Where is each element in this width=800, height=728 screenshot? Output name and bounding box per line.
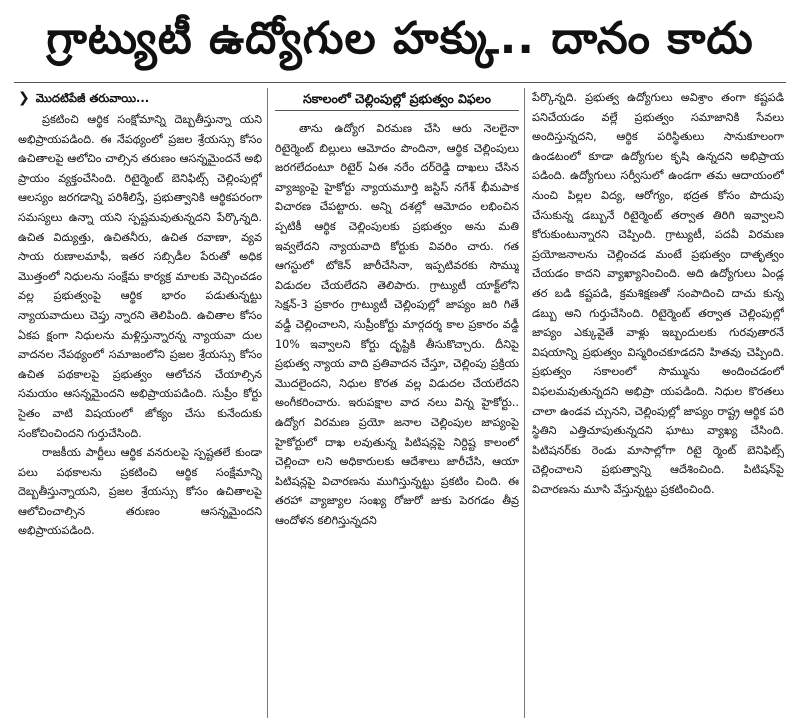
article-column-3 (532, 88, 784, 720)
column-divider (524, 88, 525, 718)
paragraph: పేర్కొన్నది. ప్రభుత్వ ఉద్యోగులు అవిశ్రాం తంగా కష్టపడి పనిచేయడం వల్లే ప్రభుత్వం సమాజానికి సేవలు అందిస్తున్నదని, ఆర్థిక పరిస్థితులు సానుకూలంగా ఉండటంలో కూడా ఉద్యోగుల కృషి ఉన్నదని అభిప్రాయ పడింది. ఉద్యోగులు సర్వీసులో ఉండగా తమ ఆదాయంలో నుంచి పిల్లల విద్య, ఆరోగ్యం, భద్రత కోసం పొదుపు చేసుకున్న డబ్బునే రిటైర్మెంట్ తర్వాత తిరిగి ఇవ్వాలని కోరుకుంటున్నారని చెప్పింది. గ్రాట్యుటీ, పదవీ విరమణ ప్రయోజనాలను చెల్లించడ మంటే ప్రభుత్వం దాతృత్వం చేయడం కాదని వ్యాఖ్యానించింది. అది ఉద్యోగులు ఏండ్ల తర బడి కష్టపడి, క్రమశిక్షణతో సంపాదించి దాచు కున్న డబ్బు అని గుర్తుచేసింది. రిటైర్మెంట్ తర్వాత చెల్లింపుల్లో జాప్యం ఎక్కువైతే వాళ్లు ఇబ్బందులకు గురవుతారనే విషయాన్ని ప్రభుత్వం విస్మరించకూడదని హితవు చెప్పింది. ప్రభుత్వం సకాలంలో సొమ్మును అందించడంలో విఫలమవుతున్నదని అభిప్రా యపడింది. నిధుల కొరతలు చాలా ఉండవ చ్చునని, చెల్లింపుల్లో జాప్యం రాష్ట్ర ఆర్థిక పరి స్థితిని ఎత్తిచూపుతున్నదని ఘాటు వ్యాఖ్య చేసింది. పిటిషనర్‌కు రెండు మాసాల్లోగా రిటై ర్మెంట్ బెనిఫిట్స్ చెల్లించాలని ప్రభుత్వాన్ని ఆదేశించింది. పిటిషన్‌పై విచారణను మూసి వేస్తున్నట్టు ప్రకటించింది. (532, 91, 784, 496)
paragraph: రాజకీయ పార్టీలు ఆర్థిక వనరులపై స్పష్టతలే కుండా పలు పథకాలను ప్రకటించి ఆర్థిక సంక్షేమాన్ని దెబ్బతీస్తున్నాయని, ప్రజల శ్రేయస్సు కోసం ఉచితాలపై ఆలోచించాల్సిన తరుణం ఆసన్నమైందని అభిప్రాయపడింది. (18, 446, 262, 538)
article-column-1 (18, 88, 262, 720)
jump-label-text: మొదటిపేజీ తరువాయి... (35, 91, 150, 105)
headline: గ్రాట్యుటీ ఉద్యోగుల హక్కు.. దానం కాదు (46, 13, 754, 64)
subheading: సకాలంలో చెల్లింపుల్లో ప్రభుత్వం విఫలం (275, 88, 519, 111)
paragraph: తాను ఉద్యోగ విరమణ చేసి ఆరు నెలలైనా రిటైర్మెంట్ బిల్లులు ఆమోదం పొందినా, ఆర్థిక చెల్లింపులు జరగలేదంటూ రిటైర్ ఏఈ నరేం దర్‌రెడ్డి దాఖలు చేసిన వ్యాజ్యంపై హైకోర్టు న్యాయమూర్తి జస్టిస్ నగేశ్ భీమపాక విచారణ చేపట్టారు. అన్ని దశల్లో ఆమోదం లభించిన ప్పటికీ ఆర్థిక చెల్లింపులకు ప్రభుత్వం అను మతి ఇవ్వలేదని న్యాయవాది కోర్టుకు వివరిం చారు. గత ఆగస్టులో టోకెన్ జారీచేసినా, ఇప్పటివరకు సొమ్ము విడుదల చేయలేదని తెలిపారు. గ్రాట్యుటీ యాక్ట్‌లోని సెక్షన్-3 ప్రకారం గ్రాట్యుటీ చెల్లింపుల్లో జాప్యం జరి గితే వడ్డీ చెల్లించాలని, సుప్రీంకోర్టు మార్గదర్శ కాల ప్రకారం వడ్డీ 10% ఇవ్వాలని కోర్టు దృష్టికి తీసుకొచ్చారు. దీనిపై ప్రభుత్వ న్యాయ వాది ప్రతివాదన చేస్తూ, చెల్లింపు ప్రక్రియ మొదలైందని, నిధుల కొరత వల్ల విడుదల చేయలేదని అంగీకరించారు. ఇరుపక్షాల వాద నలు విన్న హైకోర్టు.. ఉద్యోగ విరమణ ప్రయో జనాల చెల్లింపుల జాప్యంపై హైకోర్టులో దాఖ లవుతున్న పిటిషన్లపై నిర్దిష్ట కాలంలో చెల్లించా లని అధికారులకు ఆదేశాలు జారీచేసి, ఆయా పిటిషన్లపై విచారణను ముగిస్తున్నట్టు ప్రకటిం చింది. ఈ తరహా వ్యాజ్యాల సంఖ్య రోజురో జుకు పెరగడం తీవ్ర ఆందోళన కలిగిస్తున్నదని (275, 122, 519, 527)
jump-label (18, 88, 262, 108)
article-column-2 (275, 88, 519, 720)
column-divider (267, 88, 268, 718)
chevron-right-icon: ❯ (18, 90, 30, 106)
paragraph: ప్రకటించి ఆర్థిక సంక్షోమాన్ని దెబ్బతీస్తున్నా యని అభిప్రాయపడింది. ఈ నేపథ్యంలో ప్రజల శ్రేయస్సు కోసం ఉచితాలపై ఆలోచిం చాల్సిన తరుణం ఆసన్నమైందనే అభి ప్రాయం వ్యక్తంచేసింది. రిటైర్మెంట్ బెనిఫిట్స్ చెల్లింపుల్లో ఆలస్యం జరగడాన్ని పరిశీలిస్తే, ప్రభుత్వానికి ఆర్థికపరంగా సమస్యలు ఉన్నా యని స్పష్టమవుతున్నదని పేర్కొన్నది. ఉచిత విద్యుత్తు, ఉచితనీరు, ఉచిత రవాణా, వ్యవ సాయ రుణాలమాఫీ, ఇతర సబ్సిడీల పేరుతో అధిక మొత్తంలో నిధులను సంక్షేమ కార్యక్ర మాలకు వెచ్చించడం వల్ల ప్రభుత్వంపై ఆర్థిక భారం పడుతున్నట్టు న్యాయవాదులు చెప్తు న్నారని తెలిపింది. ఉచితాల కోసం ఏకప క్షంగా నిధులను మళ్లిస్తున్నారన్న న్యాయవా దుల వాదనల నేపథ్యంలో సమాజంలోని ప్రజల శ్రేయస్సు కోసం ఉచిత పథకాలపై ప్రభుత్వం ఆలోచన చేయాల్సిన సమయం ఆసన్నమైందని అభిప్రాయపడింది. సుప్రీం కోర్టు సైతం వాటి విషయంలో జోక్యం చేసు కునేందుకు సంకోచించిందని గుర్తుచేసింది. (18, 113, 262, 440)
headline-rule (14, 82, 786, 83)
